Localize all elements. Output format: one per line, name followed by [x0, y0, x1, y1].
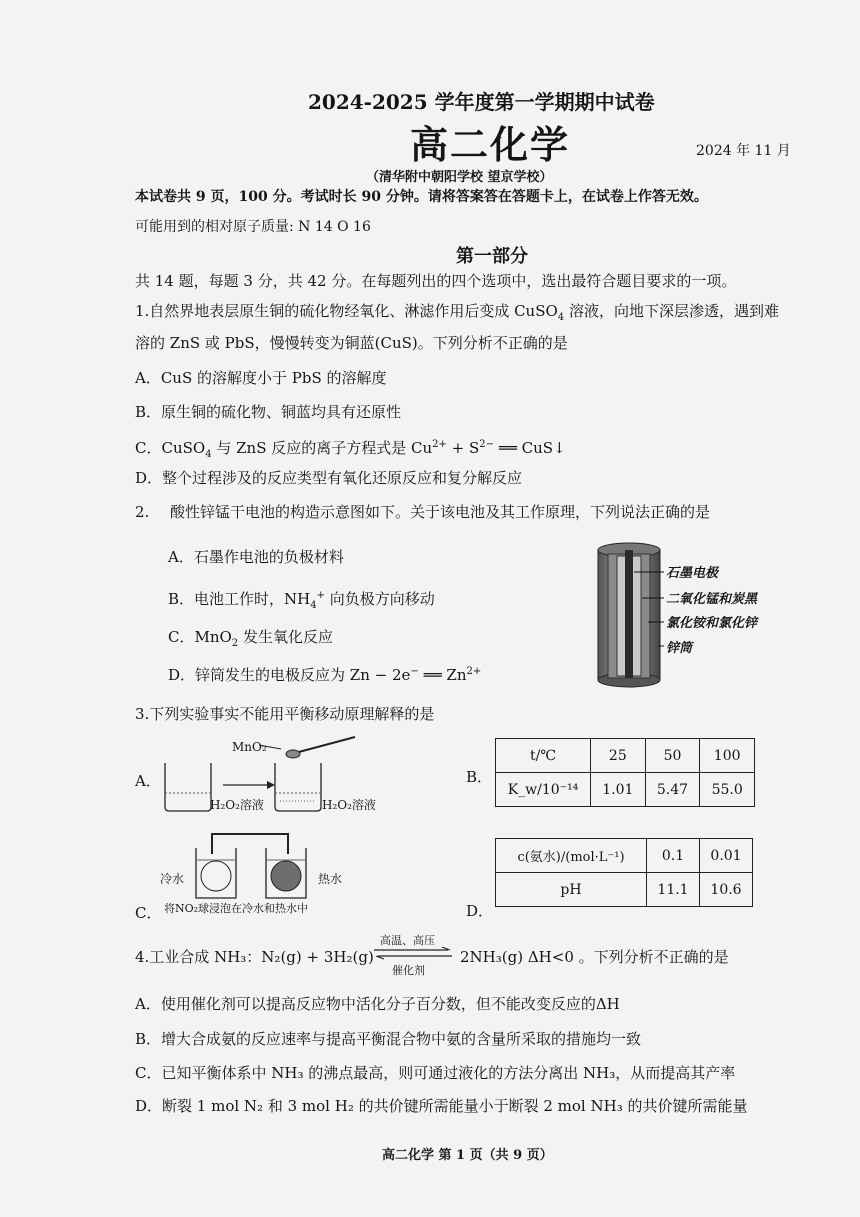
subject-title: 高二化学: [410, 123, 571, 167]
q3-d-ph-001: 10.6: [700, 873, 753, 907]
q2-d-sup2: 2+: [466, 666, 482, 677]
q3-b-row-label: K_w/10⁻¹⁴: [496, 773, 591, 807]
q2-option-c: [168, 626, 333, 649]
q3-b-table: [495, 738, 755, 807]
q2-option-a: A．石墨作电池的负极材料: [168, 548, 344, 566]
q3-c-figure: [190, 826, 320, 904]
q2-number: 2.: [135, 503, 150, 521]
q1-c-b: 与 ZnS 反应的离子方程式是 Cu: [211, 439, 433, 457]
q1-option-a: A．CuS 的溶解度小于 PbS 的溶解度: [135, 369, 387, 387]
q3-b-header-25: 25: [591, 739, 646, 773]
q4-condition-bottom: 催化剂: [392, 964, 425, 977]
q3-c-cold-water: 冷水: [160, 872, 185, 886]
q2-b-a: B．电池工作时，NH: [168, 590, 311, 608]
q2-b-b: 向负极方向移动: [325, 590, 435, 608]
q4-option-c: C．已知平衡体系中 NH₃ 的沸点最高，则可通过液化的方法分离出 NH₃，从而提高其产率: [135, 1064, 736, 1082]
q3-b-kw-100: 55.0: [700, 773, 755, 807]
q3-a-solution-1: H₂O₂溶液: [210, 798, 264, 812]
q1-c-c: + S: [446, 439, 480, 457]
q2-c-b: 发生氧化反应: [238, 628, 333, 646]
q1-c-sup2: 2−: [479, 439, 495, 450]
q2-c-a: C．MnO: [168, 628, 232, 646]
label-zinc-can: 锌筒: [666, 641, 693, 656]
atomic-masses: 可能用到的相对原子质量: N 14 O 16: [135, 219, 371, 235]
q2-option-d: [168, 664, 481, 685]
q4-option-a: A．使用催化剂可以提高反应物中活化分子百分数，但不能改变反应的ΔH: [135, 995, 620, 1013]
q1-stem-line2: 溶的 ZnS 或 PbS，慢慢转变为铜蓝(CuS)。下列分析不正确的是: [135, 334, 568, 352]
q3-c-hot-water: 热水: [318, 872, 343, 886]
q3-b-kw-50: 5.47: [645, 773, 700, 807]
part-intro: 共 14 题，每题 3 分，共 42 分。在每题列出的四个选项中，选出最符合题目要求的一项。: [135, 272, 737, 290]
q3-b-header-50: 50: [645, 739, 700, 773]
q2-option-b: [168, 588, 435, 611]
exam-date: 2024 年 11 月: [696, 143, 791, 159]
q2-d-b: ══ Zn: [418, 666, 467, 684]
q3-b-kw-25: 1.01: [591, 773, 646, 807]
q3-b-header-temp: t/℃: [496, 739, 591, 773]
q3-option-b-label: B．: [466, 768, 493, 786]
q3-b-header-100: 100: [700, 739, 755, 773]
q3-d-ph-01: 11.1: [647, 873, 700, 907]
q1-option-b: B．原生铜的硫化物、铜蓝均具有还原性: [135, 403, 402, 421]
q1-sub: 4: [557, 312, 565, 323]
q3-d-table: [495, 838, 753, 907]
q1-option-c: [135, 436, 566, 464]
q3-c-caption: 将NO₂球浸泡在冷水和热水中: [164, 902, 309, 915]
q3-a-solution-2: H₂O₂溶液: [322, 798, 376, 812]
page-footer: 高二化学 第 1 页（共 9 页）: [382, 1148, 553, 1163]
q1-c-a: C．CuSO: [135, 439, 206, 457]
q1-c-sub: 4: [205, 449, 212, 460]
q2-b-sup: +: [316, 590, 325, 601]
q3-d-row-label: pH: [496, 873, 647, 907]
q1-c-d: ══ CuS↓: [494, 439, 566, 457]
q1-option-d: D．整个过程涉及的反应类型有氧化还原反应和复分解反应: [135, 469, 523, 487]
q3-option-a-label: A．: [135, 772, 161, 790]
instructions: 本试卷共 9 页，100 分。考试时长 90 分钟。请将答案答在答题卡上，在试卷上作答无效。: [135, 189, 708, 205]
q2-stem: 酸性锌锰干电池的构造示意图如下。关于该电池及其工作原理，下列说法正确的是: [170, 503, 711, 521]
q1-stem-line1: [135, 302, 779, 327]
q4-condition-top: 高温、高压: [380, 934, 435, 947]
q1-stem-a: 1.自然界地表层原生铜的硫化物经氧化、淋滤作用后变成 CuSO: [135, 302, 558, 320]
q2-b-sub: 4: [310, 600, 317, 611]
q3-d-header-conc: c(氨水)/(mol·L⁻¹): [496, 839, 647, 873]
q4-stem-b: 2NH₃(g) ΔH<0 。下列分析不正确的是: [460, 948, 729, 966]
q2-c-sub: 2: [231, 638, 239, 649]
q3-option-d-label: D．: [466, 902, 494, 920]
label-mno2-carbon: 二氧化锰和炭黑: [666, 592, 758, 607]
label-nh4cl-zncl2: 氯化铵和氯化锌: [666, 616, 758, 631]
q4-option-b: B．增大合成氨的反应速率与提高平衡混合物中氨的含量所采取的措施均一致: [135, 1030, 642, 1048]
q3-option-c-label: C．: [135, 904, 162, 922]
q4-stem-a: 4.工业合成 NH₃：N₂(g) + 3H₂(g): [135, 948, 374, 966]
q1-stem-b: 溶液，向地下深层渗透，遇到难: [564, 302, 779, 320]
q3-a-mno2-label: MnO₂: [232, 740, 267, 754]
label-graphite-electrode: 石墨电极: [666, 566, 719, 581]
q2-d-sup: −: [410, 666, 419, 677]
q4-option-d: D．断裂 1 mol N₂ 和 3 mol H₂ 的共价键所需能量小于断裂 2 mol NH₃ 的共价键所需能量: [135, 1097, 748, 1115]
schools-line: （清华附中朝阳学校 望京学校）: [366, 170, 553, 185]
exam-year-title: 2024-2025 学年度第一学期期中试卷: [308, 90, 655, 114]
equilibrium-arrow-icon: [372, 946, 454, 960]
part-title: 第一部分: [456, 246, 528, 267]
q3-d-header-01: 0.1: [647, 839, 700, 873]
q2-d-a: D．锌筒发生的电极反应为 Zn − 2e: [168, 666, 411, 684]
q1-c-sup1: 2+: [432, 439, 447, 450]
q3-d-header-001: 0.01: [700, 839, 753, 873]
q3-stem: 3.下列实验事实不能用平衡移动原理解释的是: [135, 705, 435, 723]
